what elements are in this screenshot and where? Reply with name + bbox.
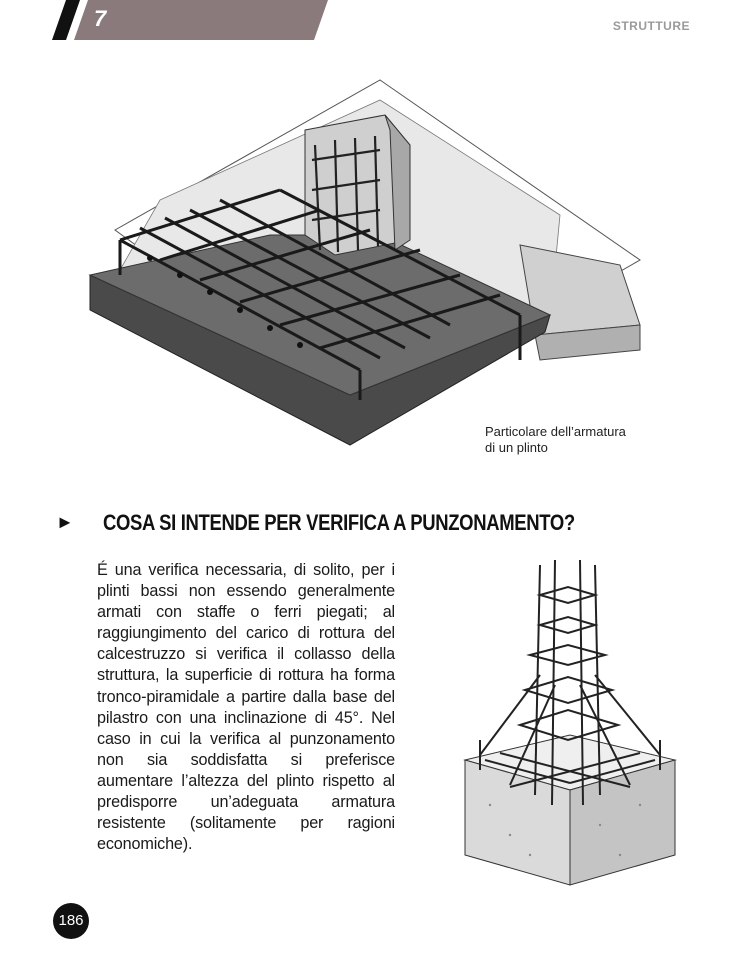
- footing-reinforcement-illustration: [80, 70, 650, 460]
- figure-caption: [485, 424, 685, 456]
- column-footing-cage-illustration: [440, 555, 700, 895]
- heading-arrow-icon: ►: [56, 512, 74, 532]
- page-number: 186: [53, 903, 89, 939]
- section-label: STRUTTURE: [612, 19, 690, 33]
- caption-line-2: di un plinto: [485, 440, 548, 455]
- section-heading: COSA SI INTENDE PER VERIFICA A PUNZONAMENTO?: [103, 510, 575, 535]
- chapter-number: 7: [94, 6, 107, 31]
- caption-line-1: Particolare dell’armatura: [485, 424, 626, 439]
- section-body-text: É una verifica necessaria, di solito, per i plinti bassi non essendo generalmente armati con staffe o ferri piegati; al raggiungimento del carico di rottura del calcestruzzo si verifica il collasso della struttura, la superficie di rottura ha forma tronco-piramidale a partire dalla base del pilastro con una inclinazione di 45°. Nel caso in cui la verifica al punzonamento non sia soddisfatta si preferisce aumentare l’altezza del plinto rispetto al predisporre un’adeguata armatura resistente (solitamente per ragioni economiche).: [97, 561, 395, 854]
